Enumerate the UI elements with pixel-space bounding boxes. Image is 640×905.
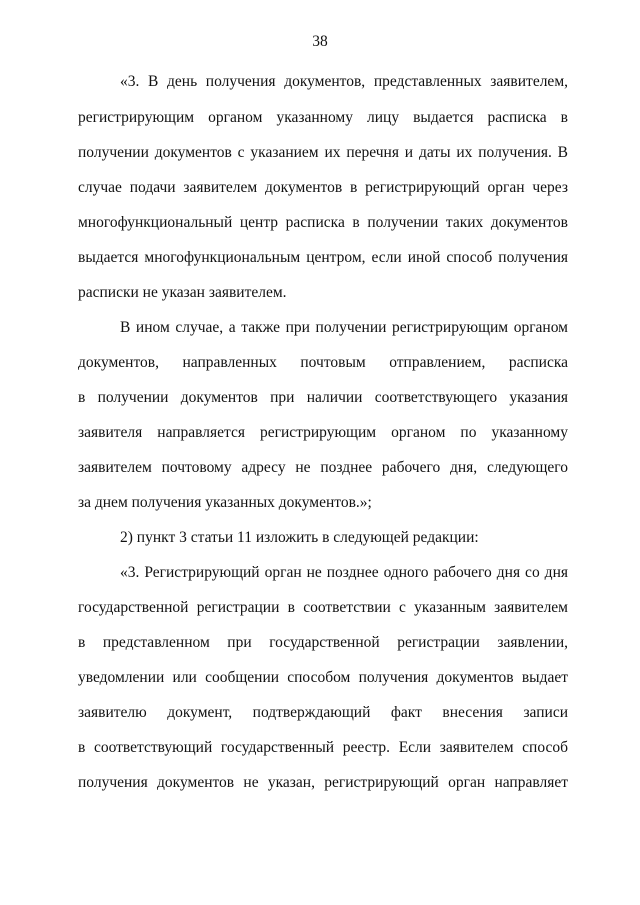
text-line: случае подачи заявителем документов в регистрирующий орган через	[78, 179, 568, 196]
text-line: документов, направленных почтовым отправлением, расписка	[78, 354, 568, 371]
text-line: «3. Регистрирующий орган не позднее одного рабочего дня со дня	[120, 564, 568, 581]
text-line: многофункциональный центр расписка в получении таких документов	[78, 214, 568, 231]
text-line: получения документов не указан, регистрирующий орган направляет	[78, 774, 568, 791]
text-line: В ином случае, а также при получении регистрирующим органом	[120, 319, 568, 336]
text-line: в соответствующий государственный реестр. Если заявителем способ	[78, 739, 568, 756]
text-line: «3. В день получения документов, представленных заявителем,	[120, 73, 568, 90]
text-line: расписки не указан заявителем.	[78, 284, 287, 301]
text-line: государственной регистрации в соответствии с указанным заявителем	[78, 599, 568, 616]
page-number: 38	[312, 33, 328, 50]
text-line: регистрирующим органом указанному лицу выдается расписка в	[78, 109, 568, 126]
text-line: в получении документов при наличии соответствующего указания	[78, 389, 568, 406]
text-line: в представленном при государственной регистрации заявлении,	[78, 634, 568, 651]
text-line: заявителю документ, подтверждающий факт внесения записи	[78, 704, 568, 721]
text-line: уведомлении или сообщении способом получения документов выдает	[78, 669, 568, 686]
text-line: за днем получения указанных документов.»;	[78, 494, 372, 511]
text-line: 2) пункт 3 статьи 11 изложить в следующей редакции:	[120, 529, 479, 546]
text-line: заявителем почтовому адресу не позднее рабочего дня, следующего	[78, 459, 568, 476]
text-line: получении документов с указанием их перечня и даты их получения. В	[78, 144, 568, 161]
text-line: заявителя направляется регистрирующим органом по указанному	[78, 424, 568, 441]
text-line: выдается многофункциональным центром, если иной способ получения	[78, 249, 568, 266]
